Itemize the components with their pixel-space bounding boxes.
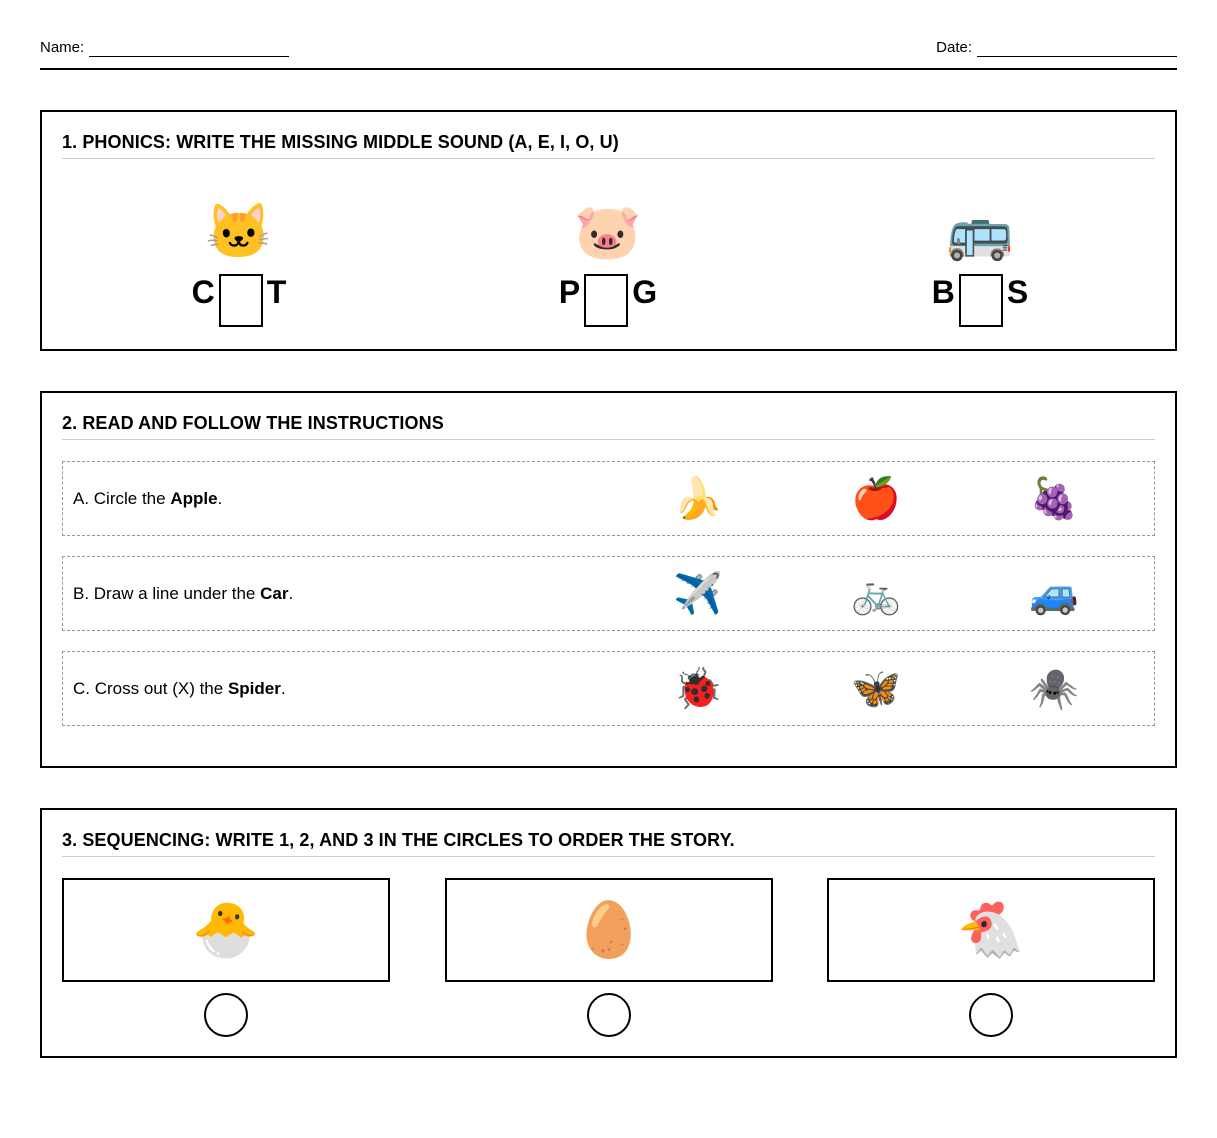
instruction-target: Apple — [170, 488, 218, 508]
instruction-row-b — [62, 556, 1155, 631]
story-card-1 — [62, 878, 390, 982]
phonics-section — [40, 110, 1177, 351]
order-circle-2[interactable] — [587, 993, 631, 1037]
order-circle-3[interactable] — [969, 993, 1013, 1037]
worksheet-header — [40, 36, 1177, 70]
date-label: Date: — [936, 39, 972, 56]
order-circle-1[interactable] — [204, 993, 248, 1037]
instruction-row-a — [62, 461, 1155, 536]
phonics-item — [910, 200, 1050, 340]
instruction-text — [73, 652, 286, 725]
name-input-line[interactable] — [89, 43, 289, 57]
phonics-word — [169, 274, 309, 327]
instruction-prefix: B. Draw a line under the — [73, 583, 256, 603]
airplane-icon[interactable]: ✈️ — [673, 572, 723, 616]
section-title: 2. READ AND FOLLOW THE INSTRUCTIONS — [62, 411, 1155, 440]
instruction-prefix: C. Cross out (X) the — [73, 678, 224, 698]
story-card-2 — [445, 878, 773, 982]
ladybug-icon[interactable]: 🐞 — [673, 667, 723, 711]
missing-letter-box[interactable] — [219, 274, 263, 327]
car-icon[interactable]: 🚙 — [1029, 572, 1079, 616]
phonics-item — [169, 200, 309, 340]
story-card-3 — [827, 878, 1155, 982]
phonics-word — [538, 274, 678, 327]
chicken-icon: 🐔 — [957, 900, 1025, 960]
date-field — [936, 39, 1177, 57]
name-field — [40, 39, 289, 57]
bicycle-icon[interactable]: 🚲 — [851, 572, 901, 616]
last-letter: G — [632, 274, 658, 310]
name-label: Name: — [40, 39, 85, 56]
instruction-target: Spider — [227, 678, 281, 698]
instruction-text — [73, 462, 222, 535]
instruction-text — [73, 557, 293, 630]
phonics-word — [910, 274, 1050, 327]
pig-face-icon: 🐷 — [574, 202, 642, 262]
date-input-line[interactable] — [977, 43, 1177, 57]
instruction-suffix: . — [217, 488, 223, 508]
apple-icon[interactable]: 🍎 — [851, 477, 901, 521]
instruction-row-c — [62, 651, 1155, 726]
last-letter: S — [1006, 274, 1029, 310]
missing-letter-box[interactable] — [584, 274, 628, 327]
instruction-suffix: . — [288, 583, 294, 603]
butterfly-icon[interactable]: 🦋 — [851, 667, 901, 711]
cat-face-icon: 🐱 — [205, 202, 273, 262]
first-letter: C — [191, 274, 215, 310]
last-letter: T — [266, 274, 287, 310]
egg-icon: 🥚 — [575, 900, 643, 960]
hatching-chick-icon: 🐣 — [192, 900, 260, 960]
sequencing-section — [40, 808, 1177, 1058]
section-title: 3. SEQUENCING: WRITE 1, 2, AND 3 IN THE CIRCLES TO ORDER THE STORY. — [62, 828, 1155, 857]
instruction-prefix: A. Circle the — [73, 488, 166, 508]
instruction-suffix: . — [280, 678, 286, 698]
bus-icon: 🚌 — [946, 202, 1014, 262]
banana-icon[interactable]: 🍌 — [673, 477, 723, 521]
first-letter: P — [558, 274, 581, 310]
instructions-section — [40, 391, 1177, 768]
section-title: 1. PHONICS: WRITE THE MISSING MIDDLE SOUND (A, E, I, O, U) — [62, 130, 1155, 159]
spider-icon[interactable]: 🕷️ — [1029, 667, 1079, 711]
instruction-target: Car — [260, 583, 289, 603]
grapes-icon[interactable]: 🍇 — [1029, 477, 1079, 521]
phonics-item — [538, 200, 678, 340]
first-letter: B — [931, 274, 955, 310]
missing-letter-box[interactable] — [959, 274, 1003, 327]
